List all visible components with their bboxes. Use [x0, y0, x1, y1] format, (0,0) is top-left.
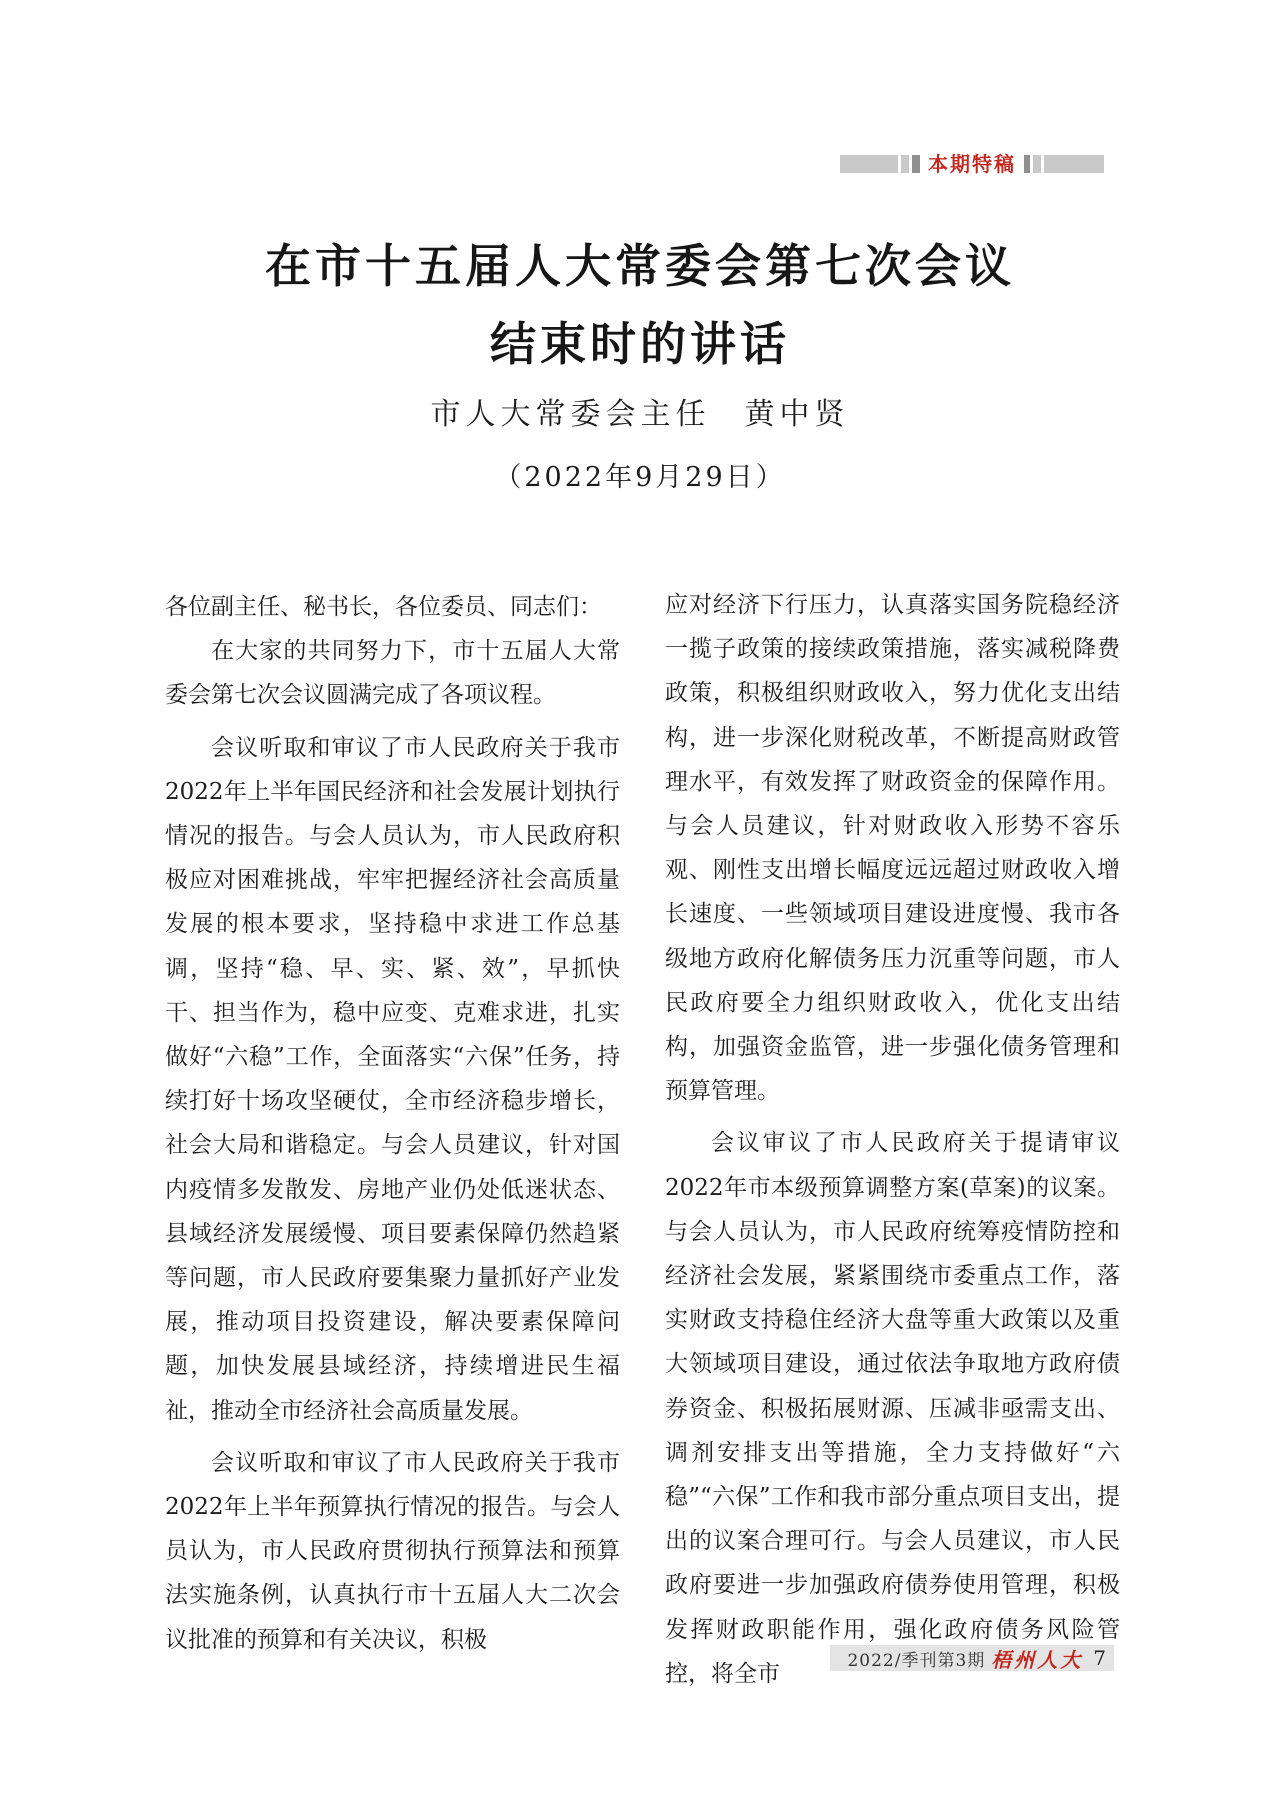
body-column-left [165, 585, 620, 1662]
page-footer [830, 1645, 1114, 1671]
band-decoration [1033, 155, 1041, 173]
page-number: 7 [1093, 1646, 1106, 1670]
body-paragraph: 会议审议了市人民政府关于提请审议2022年市本级预算调整方案(草案)的议案。与会人员认为，市人民政府统筹疫情防控和经济社会发展，紧紧围绕市委重点工作，落实财政支持稳住经济大盘等重大政策以及重大领域项目建设，通过依法争取地方政府债券资金、积极拓展财源、压减非亟需支出、调剂安排支出等措施，全力支持做好“六稳”“六保”工作和我市部分重点项目支出，提出的议案合理可行。与会人员建议，市人民政府要进一步加强政府债券使用管理，积极发挥财政职能作用，强化政府债务风险管控，将全市 [665, 1130, 1120, 1687]
body-paragraph: 会议听取和审议了市人民政府关于我市2022年上半年国民经济和社会发展计划执行情况的报告。与会人员认为，市人民政府积极应对困难挑战，牢牢把握经济社会高质量发展的根本要求，坚持稳中求进工作总基调，坚持“稳、早、实、紧、效”，早抓快干、担当作为，稳中应变、克难求进，扎实做好“六稳”工作，全面落实“六保”任务，持续打好十场攻坚硬仗，全市经济稳步增长，社会大局和谐稳定。与会人员建议，针对国内疫情多发散发、房地产业仍处低迷状态、县域经济发展缓慢、项目要素保障仍然趋紧等问题，市人民政府要集聚力量抓好产业发展，推动项目投资建设，解决要素保障问题，加快发展县域经济，持续增进民生福祉，推动全市经济社会高质量发展。 [165, 734, 620, 1424]
article-title-line1: 在市十五届人大常委会第七次会议 [265, 239, 1015, 293]
body-paragraph: 在大家的共同努力下，市十五届人大常委会第七次会议圆满完成了各项议程。 [165, 638, 620, 709]
body-paragraph: 会议听取和审议了市人民政府关于我市2022年上半年预算执行情况的报告。与会人员认为，市人民政府贯彻执行预算法和预算法实施条例，认真执行市十五届人大二次会议批准的预算和有关决议，积极 [165, 1449, 620, 1653]
author-name: 黄中贤 [744, 397, 850, 432]
footer-brand-logo: 梧州人大 [991, 1647, 1084, 1672]
section-label: 本期特稿 [928, 152, 1016, 176]
band-decoration [1044, 155, 1104, 173]
band-decoration [901, 155, 909, 173]
body-column-right [665, 583, 1120, 1696]
article-author [0, 395, 1280, 435]
band-decoration [840, 155, 898, 173]
footer-issue: 2022/季刊第3期 [847, 1650, 986, 1671]
salutation-paragraph: 各位副主任、秘书长，各位委员、同志们： [165, 594, 602, 620]
article-date: （2022年9月29日） [494, 462, 786, 493]
body-paragraph-continued: 应对经济下行压力，认真落实国务院稳经济一揽子政策的接续政策措施，落实减税降费政策，积极组织财政收入，努力优化支出结构，进一步深化财税改革，不断提高财政管理水平，有效发挥了财政资金的保障作用。与会人员建议，针对财政收入形势不容乐观、刚性支出增长幅度远远超过财政收入增长速度、一些领域项目建设进度慢、我市各级地方政府化解债务压力沉重等问题，市人民政府要全力组织财政收入，优化支出结构，加强资金监管，进一步强化债务管理和预算管理。 [665, 592, 1120, 1105]
band-decoration [912, 155, 920, 173]
section-header-band [840, 153, 1114, 175]
article-title-line2: 结束时的讲话 [490, 317, 790, 371]
author-position: 市人大常委会主任 [430, 397, 711, 432]
